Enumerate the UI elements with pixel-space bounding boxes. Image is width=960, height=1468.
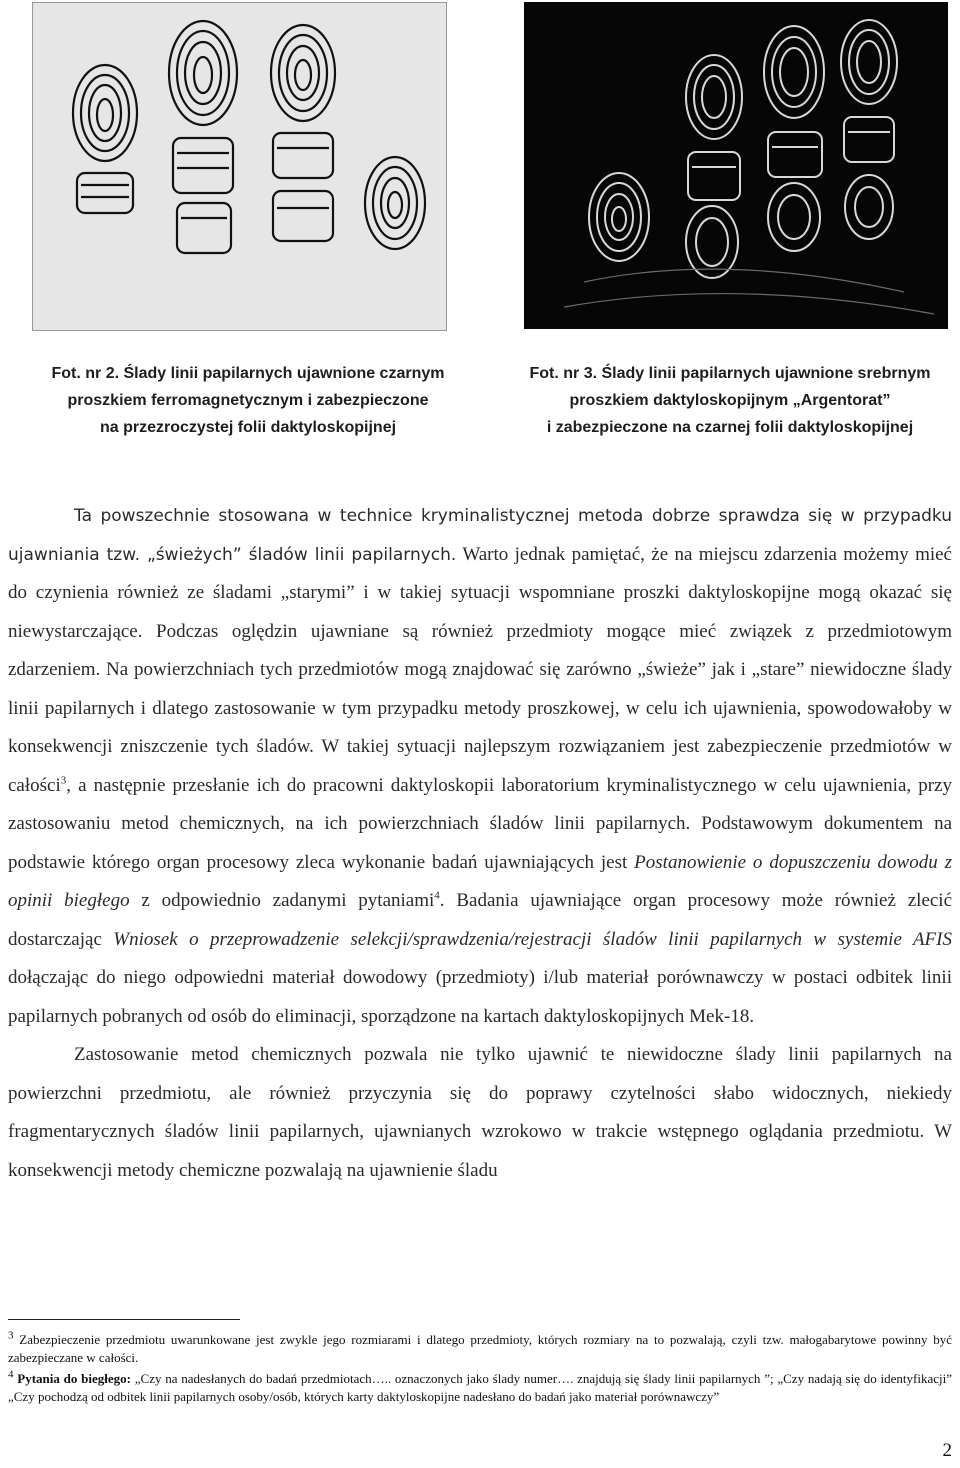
p1-sentence-8: z odpowiednio zadanymi pytaniami [129, 890, 435, 911]
photo-caption-right [500, 360, 960, 441]
p1-sentence-1: Ta powszechnie stosowana w technice kryminalistycznej metoda dobrze sprawdza się w przypadku ujawniania tzw. „świeżych” śladów linii papilarnych. [8, 506, 952, 565]
paragraph-2: Zastosowanie metod chemicznych pozwala nie tylko ujawnić te niewidoczne ślady linii papilarnych na powierzchni przedmiotu, ale również przyczynia się do poprawy czytelności słabo widocznych, niekiedy fragmentarycznych śladów linii papilarnych, ujawnianych wzrokowo w trakcie wstępnego oglądania przedmiotu. W konsekwencji metody chemiczne pozwalają na ujawnienie śladu [8, 1044, 952, 1181]
page-number: 2 [942, 1440, 952, 1461]
footnote-4-label: Pytania do biegłego: [13, 1371, 131, 1386]
caption-right-line-3: i zabezpieczone na czarnej folii daktyloskopijnej [546, 419, 914, 436]
footnotes [8, 1331, 952, 1409]
fingerprint-photo-light-icon [33, 3, 446, 330]
footnote-3 [8, 1331, 952, 1366]
fingerprint-photo-right [524, 2, 948, 329]
document-title-wniosek: Wniosek o przeprowadzenie selekcji/sprawdzenia/rejestracji śladów linii papilarnych w systemie AFIS [113, 928, 952, 950]
footnote-4-text: „Czy na nadesłanych do badań przedmiotach….. oznaczonych jako ślady numer…. znajdują się ślady linii papilarnych ”; „Czy nadają się do identyfikacji” „Czy pochodzą od odbitek linii papilarnych osoby/osób, których karty daktyloskopijne nadesłano do badań jako materiał porównawczy” [8, 1371, 952, 1404]
body-text [8, 497, 952, 1190]
footnote-3-text: Zabezpieczenie przedmiotu uwarunkowane jest zwykle jego rozmiarami i dlatego przedmioty, których rozmiary na to pozwalają, czyli tzw. małogabarytowe powinny być zabezpieczane w całości. [8, 1332, 952, 1365]
footnote-separator [8, 1319, 240, 1320]
p1-sentence-7: Podstawowym dokumentem na podstawie którego organ procesowy zleca wykonanie badań ujawniających jest [8, 813, 953, 873]
footnote-3-mark: 3 [8, 1329, 14, 1342]
caption-left-line-1: Fot. nr 2. Ślady linii papilarnych ujawnione czarnym [51, 365, 445, 382]
document-title-postanowienie: Postanowienie o dopuszczeniu dowodu z opinii biegłego [8, 851, 952, 911]
caption-left-line-2: proszkiem ferromagnetycznym i zabezpieczone [67, 392, 429, 409]
fingerprint-photo-dark-icon [524, 2, 948, 329]
p1-sentence-10: dołączając do niego odpowiedni materiał dowodowy (przedmioty) i/lub materiał porównawczy w postaci odbitek linii papilarnych pobranych od osób do eliminacji, sporządzone na kartach daktyloskopijnych Mek-18. [8, 967, 952, 1027]
caption-left-line-3: na przezroczystej folii daktyloskopijnej [99, 419, 397, 436]
p1-sentence-9: . Badania ujawniające organ procesowy może również zlecić dostarczając [8, 890, 953, 950]
photo-caption-left [14, 360, 482, 441]
fingerprint-photo-left [32, 2, 447, 331]
footnote-4-mark: 4 [8, 1368, 14, 1381]
p1-sentence-3: Podczas oględzin ujawniane są również przedmioty mogące mieć związek z przedmiotowym zdarzeniem. [8, 620, 952, 680]
footnote-ref-3[interactable]: 3 [60, 774, 67, 787]
paragraph-1 [8, 497, 952, 1036]
p1-sentence-4: Na powierzchniach tych przedmiotów mogą znajdować się zarówno „świeże” jak i „stare” niewidoczne ślady linii papilarnych i dlatego zastosowanie w tym przypadku metody proszkowej, w celu ich ujawnienia, spowodowałoby w konsekwencji zniszczenie tych śladów. [8, 659, 952, 757]
caption-right-line-1: Fot. nr 3. Ślady linii papilarnych ujawnione srebrnym [529, 365, 931, 382]
caption-right-line-2: proszkiem daktyloskopijnym „Argentorat” [569, 392, 891, 409]
footnote-ref-4[interactable]: 4 [434, 889, 440, 902]
footnote-4 [8, 1370, 952, 1405]
p1-sentence-2: Warto jednak pamiętać, że na miejscu zdarzenia możemy mieć do czynienia również ze śladami „starymi” i w takiej sytuacji wspomniane proszki daktyloskopijne mogą okazać się niewystarczające. [8, 543, 952, 642]
p1-sentence-6: , a następnie przesłanie ich do pracowni daktyloskopii laboratorium kryminalistycznego w celu ujawnienia, przy zastosowaniu metod chemicznych, na ich powierzchniach śladów linii papilarnych. [8, 774, 952, 834]
p1-sentence-5: W takiej sytuacji najlepszym rozwiązaniem jest zabezpieczenie przedmiotów w całości [8, 736, 952, 796]
